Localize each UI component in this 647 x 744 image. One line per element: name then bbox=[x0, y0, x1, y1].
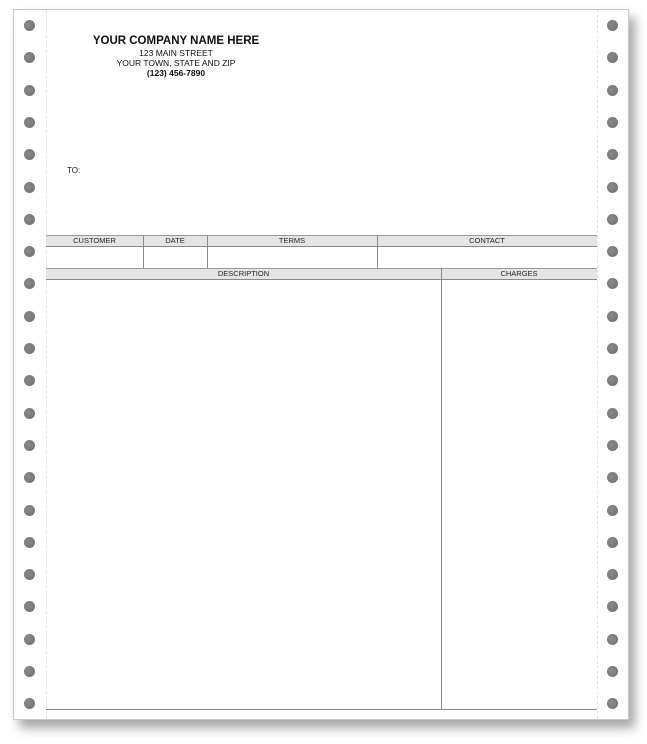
terms-header: TERMS bbox=[207, 235, 377, 247]
tractor-hole-icon bbox=[607, 182, 618, 193]
tractor-hole-icon bbox=[24, 311, 35, 322]
company-street: 123 MAIN STREET bbox=[139, 48, 213, 58]
contact-header: CONTACT bbox=[377, 235, 597, 247]
tractor-hole-icon bbox=[607, 601, 618, 612]
tractor-hole-icon bbox=[24, 408, 35, 419]
tractor-hole-icon bbox=[24, 278, 35, 289]
right-perforation bbox=[597, 10, 598, 719]
tractor-hole-icon bbox=[607, 214, 618, 225]
tractor-hole-icon bbox=[607, 117, 618, 128]
tractor-hole-icon bbox=[607, 343, 618, 354]
tractor-hole-icon bbox=[607, 408, 618, 419]
tractor-hole-icon bbox=[607, 634, 618, 645]
tractor-hole-icon bbox=[24, 601, 35, 612]
tractor-hole-icon bbox=[24, 52, 35, 63]
tractor-hole-icon bbox=[24, 569, 35, 580]
company-phone: (123) 456-7890 bbox=[146, 68, 206, 78]
tractor-hole-icon bbox=[24, 634, 35, 645]
tractor-hole-icon bbox=[607, 20, 618, 31]
terms-field[interactable] bbox=[208, 247, 377, 269]
items-bottom-rule bbox=[46, 709, 597, 710]
tractor-hole-icon bbox=[24, 472, 35, 483]
company-name: YOUR COMPANY NAME HERE bbox=[92, 35, 260, 47]
tractor-hole-icon bbox=[607, 85, 618, 96]
customer-header: CUSTOMER bbox=[46, 235, 143, 247]
company-header bbox=[76, 35, 276, 78]
tractor-hole-icon bbox=[607, 698, 618, 709]
tractor-hole-icon bbox=[607, 52, 618, 63]
tractor-hole-icon bbox=[24, 375, 35, 386]
tractor-hole-icon bbox=[24, 505, 35, 516]
description-area[interactable] bbox=[46, 280, 441, 709]
contact-field[interactable] bbox=[378, 247, 597, 269]
tractor-hole-icon bbox=[607, 569, 618, 580]
tractor-hole-icon bbox=[24, 182, 35, 193]
tractor-hole-icon bbox=[607, 278, 618, 289]
tractor-hole-icon bbox=[607, 149, 618, 160]
tractor-hole-icon bbox=[607, 375, 618, 386]
tractor-hole-icon bbox=[24, 698, 35, 709]
company-city-state-zip: YOUR TOWN, STATE AND ZIP bbox=[116, 58, 236, 68]
customer-field[interactable] bbox=[46, 247, 143, 269]
tractor-hole-icon bbox=[607, 537, 618, 548]
tractor-hole-icon bbox=[24, 440, 35, 451]
to-label: TO: bbox=[67, 166, 81, 175]
charges-header: CHARGES bbox=[441, 268, 597, 280]
to-address-area[interactable] bbox=[46, 110, 446, 230]
tractor-hole-icon bbox=[607, 440, 618, 451]
date-header: DATE bbox=[143, 235, 207, 247]
tractor-hole-icon bbox=[24, 246, 35, 257]
tractor-hole-icon bbox=[24, 149, 35, 160]
continuous-form-page bbox=[13, 9, 629, 720]
tractor-hole-icon bbox=[607, 505, 618, 516]
charges-area[interactable] bbox=[442, 280, 597, 709]
tractor-hole-icon bbox=[24, 214, 35, 225]
tractor-hole-icon bbox=[24, 85, 35, 96]
tractor-hole-icon bbox=[607, 472, 618, 483]
description-header: DESCRIPTION bbox=[46, 268, 441, 280]
tractor-hole-icon bbox=[607, 246, 618, 257]
tractor-hole-icon bbox=[24, 343, 35, 354]
tractor-hole-icon bbox=[24, 666, 35, 677]
tractor-hole-icon bbox=[607, 666, 618, 677]
tractor-hole-icon bbox=[24, 537, 35, 548]
tractor-hole-icon bbox=[24, 117, 35, 128]
date-field[interactable] bbox=[144, 247, 207, 269]
tractor-hole-icon bbox=[24, 20, 35, 31]
tractor-hole-icon bbox=[607, 311, 618, 322]
